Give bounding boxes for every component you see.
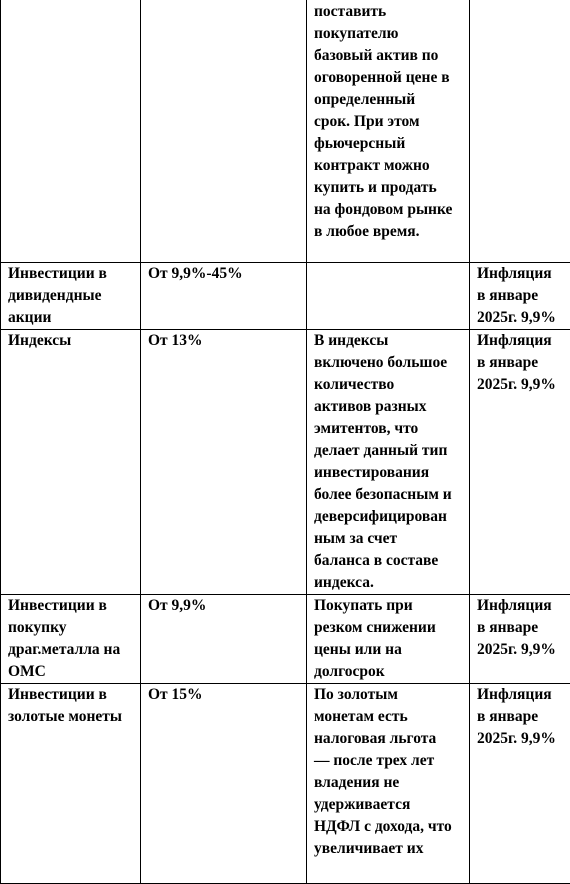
- inflation-cell: Инфляция в январе 2025г. 9,9%: [470, 595, 570, 684]
- instrument-cell: Индексы: [1, 330, 141, 595]
- table-row: [1, 595, 570, 684]
- inflation-cell: Инфляция в январе 2025г. 9,9%: [470, 330, 570, 595]
- yield-cell: От 13%: [141, 330, 307, 595]
- yield-cell: От 9,9%: [141, 595, 307, 684]
- yield-cell: [141, 0, 307, 263]
- yield-cell: От 15%: [141, 684, 307, 884]
- yield-cell: От 9,9%-45%: [141, 263, 307, 330]
- description-cell: поставить покупателю базовый актив по оговоренной цене в определенный срок. При этом фьючерсный контракт можно купить и продать на фондовом рынке в любое время.: [307, 0, 470, 263]
- table-row: [1, 684, 570, 884]
- table-row: [1, 263, 570, 330]
- instrument-cell: Инвестиции в золотые монеты: [1, 684, 141, 884]
- description-cell: [307, 263, 470, 330]
- inflation-cell: Инфляция в январе 2025г. 9,9%: [470, 263, 570, 330]
- inflation-cell: Инфляция в январе 2025г. 9,9%: [470, 684, 570, 884]
- table-row: [1, 0, 570, 263]
- description-cell: По золотым монетам есть налоговая льгота — после трех лет владения не удерживается НДФЛ с дохода, что увеличивает их: [307, 684, 470, 884]
- description-cell: Покупать при резком снижении цены или на долгосрок: [307, 595, 470, 684]
- inflation-cell: [470, 0, 570, 263]
- instrument-cell: [1, 0, 141, 263]
- table-row: [1, 330, 570, 595]
- instrument-cell: Инвестиции в покупку драг.металла на ОМС: [1, 595, 141, 684]
- description-cell: В индексы включено большое количество активов разных эмитентов, что делает данный тип инвестирования более безопасным и деверсифицирован ным за счет баланса в составе индекса.: [307, 330, 470, 595]
- instrument-cell: Инвестиции в дивидендные акции: [1, 263, 141, 330]
